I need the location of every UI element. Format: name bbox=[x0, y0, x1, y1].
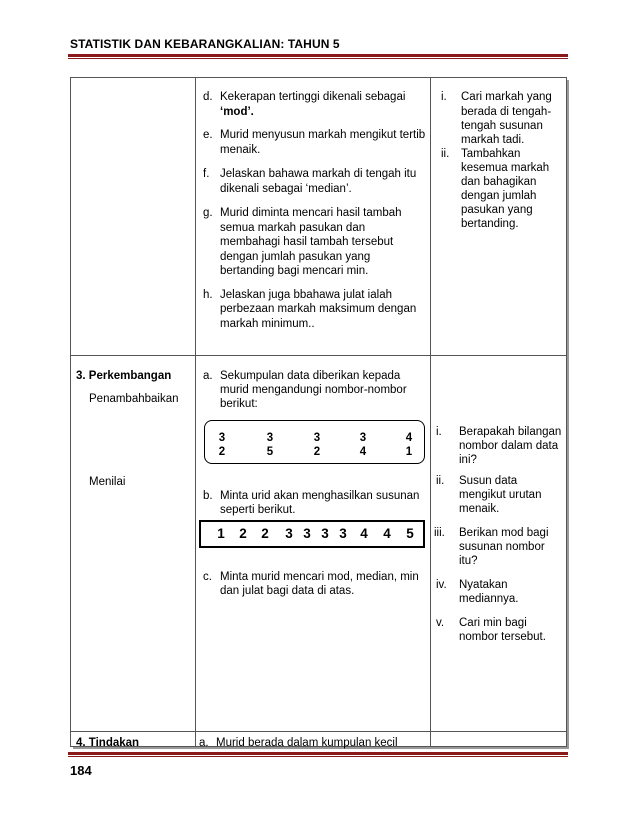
activity-line: Jelaskan bahawa markah di tengah itu bbox=[220, 168, 417, 180]
sorted-value: 4 bbox=[383, 526, 391, 541]
activity-letter: a. bbox=[199, 737, 209, 749]
sorted-value: 2 bbox=[261, 526, 269, 541]
activity-line: dan julat bagi data di atas. bbox=[220, 585, 355, 597]
data-value: 4 bbox=[405, 432, 413, 444]
table-shadow-right bbox=[567, 80, 569, 749]
row-divider-2 bbox=[70, 731, 567, 732]
header-title: STATISTIK DAN KEBARANGKALIAN: TAHUN 5 bbox=[70, 37, 340, 51]
data-value: 3 bbox=[218, 432, 226, 444]
sorted-value: 2 bbox=[239, 526, 247, 541]
activity-line: semua markah pasukan dan bbox=[220, 222, 366, 234]
data-value: 3 bbox=[266, 432, 274, 444]
sorted-value: 3 bbox=[285, 526, 293, 541]
activity-line: ‘mod’. bbox=[220, 106, 254, 118]
activity-letter: e. bbox=[203, 129, 213, 141]
phase-label: 3. Perkembangan bbox=[76, 370, 172, 382]
sorted-value: 1 bbox=[217, 526, 225, 541]
sorted-value: 3 bbox=[339, 526, 347, 541]
question-numeral: i. bbox=[441, 91, 447, 103]
footer-rule bbox=[68, 752, 568, 755]
activity-line: Kekerapan tertinggi dikenali sebagai bbox=[220, 91, 406, 103]
data-value: 3 bbox=[313, 432, 321, 444]
phase-label: 4. Tindakan bbox=[76, 737, 140, 749]
activity-letter: a. bbox=[203, 370, 213, 382]
activity-line: markah minimum.. bbox=[220, 318, 315, 330]
activity-line: seperti berikut. bbox=[220, 504, 296, 516]
data-value: 2 bbox=[218, 446, 226, 458]
activity-letter: f. bbox=[203, 168, 210, 180]
question-line: ini? bbox=[459, 454, 477, 466]
question-line: mediannya. bbox=[459, 593, 519, 605]
sorted-value: 3 bbox=[321, 526, 329, 541]
activity-line: perbezaan markah maksimum dengan bbox=[220, 303, 417, 315]
question-line: susunan nombor bbox=[459, 541, 545, 553]
activity-line: Minta urid akan menghasilkan susunan bbox=[220, 490, 420, 502]
activity-line: murid mengandungi nombor-nombor bbox=[220, 384, 407, 396]
question-numeral: iv. bbox=[436, 579, 447, 591]
row-divider-1 bbox=[70, 355, 567, 356]
data-value: 3 bbox=[359, 432, 367, 444]
data-value: 5 bbox=[266, 446, 274, 458]
activity-letter: b. bbox=[203, 490, 213, 502]
question-line: kesemua markah bbox=[461, 162, 550, 174]
question-line: bertanding. bbox=[461, 218, 519, 230]
question-line: Cari min bagi bbox=[459, 617, 527, 629]
sub-phase-label: Penambahbaikan bbox=[89, 393, 179, 405]
activity-line: dengan jumlah pasukan yang bbox=[220, 251, 371, 263]
activity-line: Jelaskan juga bbahawa julat ialah bbox=[220, 289, 392, 301]
question-line: Cari markah yang bbox=[461, 91, 552, 103]
sorted-value: 5 bbox=[406, 526, 414, 541]
sorted-value: 4 bbox=[360, 526, 368, 541]
activity-line: berikut: bbox=[220, 398, 258, 410]
question-line: markah tadi. bbox=[461, 134, 525, 146]
activity-line: bertanding bagi mencari min. bbox=[220, 265, 369, 277]
activity-line: Sekumpulan data diberikan kepada bbox=[220, 370, 401, 382]
activity-line: Minta murid mencari mod, median, min bbox=[220, 571, 419, 583]
question-line: menaik. bbox=[459, 503, 500, 515]
data-value: 2 bbox=[313, 446, 321, 458]
column-divider-2 bbox=[430, 77, 431, 747]
activity-letter: d. bbox=[203, 91, 213, 103]
activity-letter: g. bbox=[203, 207, 213, 219]
column-divider-1 bbox=[195, 77, 196, 747]
question-line: pasukan yang bbox=[461, 204, 533, 216]
question-line: berada di tengah- bbox=[461, 106, 552, 118]
question-line: Susun data bbox=[459, 475, 518, 487]
question-line: Berapakah bilangan bbox=[459, 426, 562, 438]
question-line: mengikut urutan bbox=[459, 489, 542, 501]
question-line: Nyatakan bbox=[459, 579, 508, 591]
sub-phase-label: Menilai bbox=[89, 476, 126, 488]
data-value: 1 bbox=[405, 446, 413, 458]
activity-line: dikenali sebagai ‘median’. bbox=[220, 183, 352, 195]
footer-rule-thin bbox=[68, 756, 568, 757]
page-number: 184 bbox=[70, 763, 92, 778]
data-value: 4 bbox=[359, 446, 367, 458]
question-line: Tambahkan bbox=[461, 148, 521, 160]
activity-line: menaik. bbox=[220, 144, 261, 156]
question-line: nombor dalam data bbox=[459, 440, 559, 452]
question-line: tengah susunan bbox=[461, 120, 543, 132]
activity-line: Murid menyusun markah mengikut tertib bbox=[220, 129, 426, 141]
question-line: dan bahagikan bbox=[461, 176, 537, 188]
question-line: nombor tersebut. bbox=[459, 631, 546, 643]
activity-line: Murid berada dalam kumpulan kecil bbox=[216, 737, 398, 749]
header-rule bbox=[68, 54, 568, 57]
header-rule-thin bbox=[68, 58, 568, 59]
question-numeral: i. bbox=[436, 426, 442, 438]
question-line: itu? bbox=[459, 555, 478, 567]
question-numeral: v. bbox=[436, 617, 445, 629]
question-line: dengan jumlah bbox=[461, 190, 537, 202]
activity-letter: c. bbox=[203, 571, 212, 583]
question-numeral: iii. bbox=[434, 527, 445, 539]
question-numeral: ii. bbox=[436, 475, 445, 487]
question-numeral: ii. bbox=[441, 148, 450, 160]
activity-letter: h. bbox=[203, 289, 213, 301]
activity-line: membahagi hasil tambah tersebut bbox=[220, 236, 394, 248]
sorted-value: 3 bbox=[303, 526, 311, 541]
activity-line: Murid diminta mencari hasil tambah bbox=[220, 207, 402, 219]
question-line: Berikan mod bagi bbox=[459, 527, 549, 539]
